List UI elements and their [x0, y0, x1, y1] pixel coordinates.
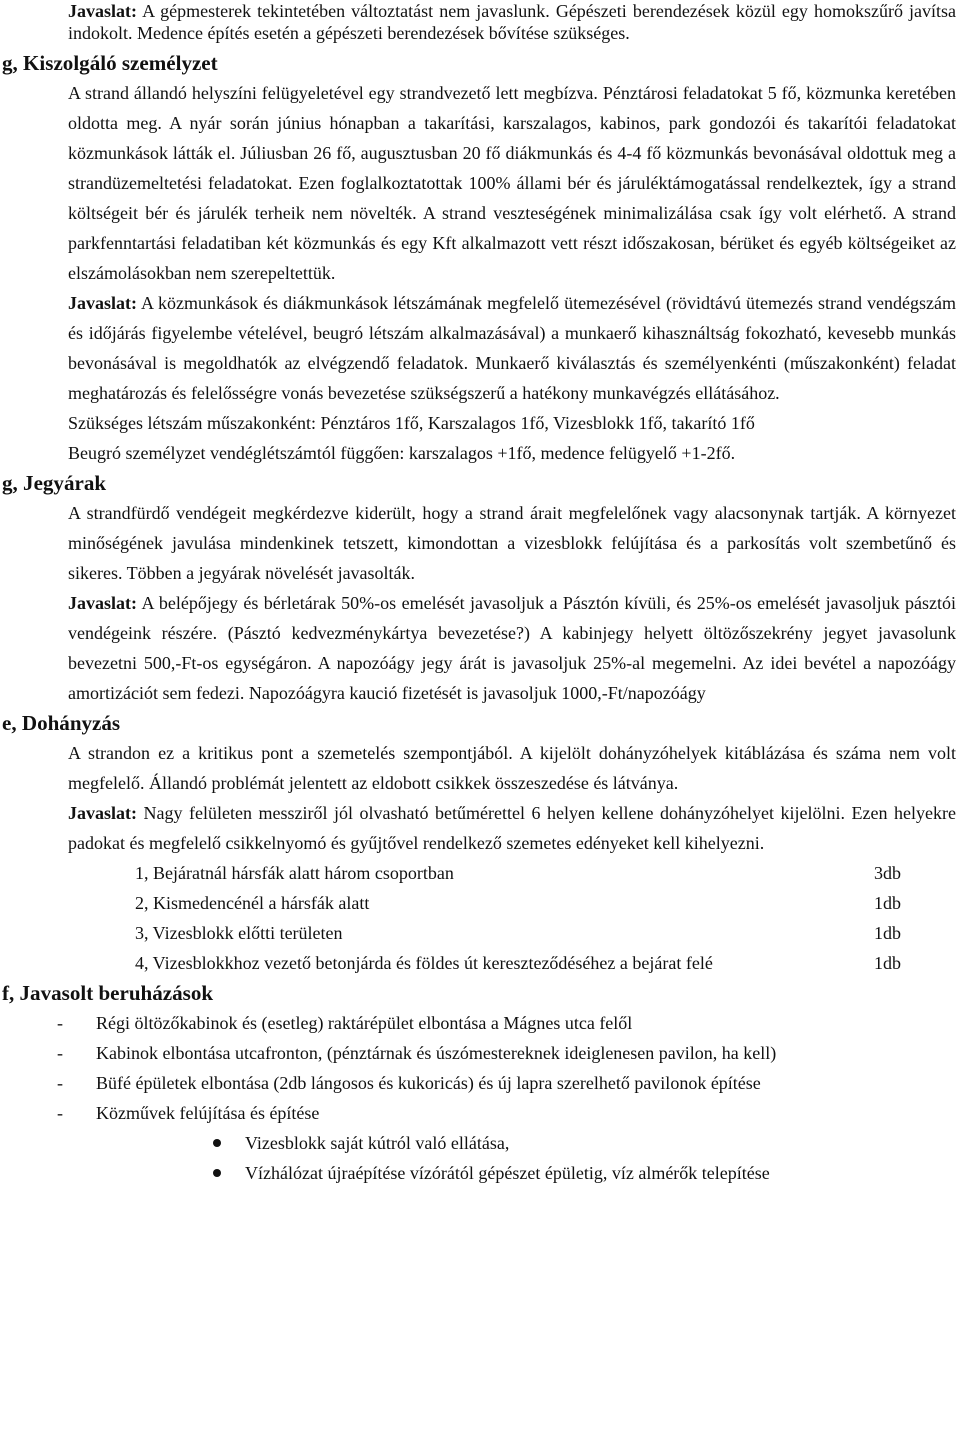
dash-marker: - [57, 1013, 63, 1033]
list-item [0, 1008, 960, 1038]
bullet-icon [213, 1169, 221, 1177]
proposal-label: Javaslat: [68, 293, 137, 313]
investment-text: Kabinok elbontása utcafronton, (pénztárnak és úszómestereknek ideiglenesen pavilon, ha kell) [96, 1043, 777, 1063]
list-item [0, 948, 960, 978]
required-staff-line: Szükséges létszám műszakonként: Pénztáros 1fő, Karszalagos 1fő, Vizesblokk 1fő, takarító 1fő [68, 413, 755, 433]
list-item [0, 918, 960, 948]
proposal-label: Javaslat: [68, 593, 137, 613]
paragraph-machinists-proposal [0, 0, 960, 44]
paragraph-ticket-survey: A strandfürdő vendégeit megkérdezve kiderült, hogy a strand árait megfelelőnek vagy alacsonynak tartják. A környezet minőségének javulása mindenkinek tetszett, kimondottan a vizesblokk felújítása és a parkosítás volt szembetűnő és sikeres. Többen a jegyárak növelését javasolták. [68, 503, 956, 583]
list-item [0, 888, 960, 918]
spot-quantity: 3db [874, 863, 901, 883]
spot-label: 4, Vizesblokkhoz vezető betonjárda és földes út kereszteződéséhez a bejárat felé [135, 953, 713, 973]
bullet-text: Vizesblokk saját kútról való ellátása, [245, 1133, 510, 1153]
proposal-label: Javaslat: [68, 1, 137, 21]
spot-label: 3, Vizesblokk előtti területen [135, 923, 343, 943]
paragraph-staff-description: A strand állandó helyszíni felügyeletével egy strandvezető lett megbízva. Pénztárosi feladatokat 5 fő, közmunka keretében oldotta meg. A nyár során június hónapban a takarítási, karszalagos, kabinos, park gondozói és takarítói feladatokat közmunkások látták el. Júliusban 26 fő, augusztusban 20 fő diákmunkás és 4-4 fő közmunkás bevonásával oldottuk meg a strandüzemeltetési feladatokat. Ezen foglalkoztatottak 100% állami bér és járuléktámogatással rendelkeztek, így a strand költségeit bér és járulék terheik nem növelték. A strand veszteségének minimalizálása csak így volt elérhető. A strand parkfenntartási feladatiban két közmunkás és egy Kft alkalmazott vett részt időszakosan, bérüket és egyéb költségeiket az elszámolásokban nem szerepeltettük. [68, 83, 956, 283]
paragraph-text: A gépmesterek tekintetében változtatást nem javaslunk. Gépészeti berendezések közül egy homokszűrő javítsa indokolt. Medence építés esetén a gépészeti berendezések bővítése szükséges. [68, 1, 956, 43]
investment-text: Büfé épületek elbontása (2db lángosos és kukoricás) és új lapra szerelhető pavilonok építése [96, 1073, 761, 1093]
list-item [0, 858, 960, 888]
spot-quantity: 1db [874, 923, 901, 943]
section-heading-staff: g, Kiszolgáló személyzet [2, 51, 218, 75]
list-item [0, 1068, 960, 1098]
section-heading-investments: f, Javasolt beruházások [2, 981, 214, 1005]
proposal-label: Javaslat: [68, 803, 137, 823]
smoking-spots-list [0, 858, 960, 978]
bullet-icon [213, 1139, 221, 1147]
utility-bullets-list [0, 1128, 960, 1188]
paragraph-smoking-proposal [0, 798, 960, 858]
investments-list [0, 1008, 960, 1128]
section-heading-smoking: e, Dohányzás [2, 711, 121, 735]
spot-quantity: 1db [874, 893, 901, 913]
list-item [0, 1098, 960, 1128]
investment-text: Régi öltözőkabinok és (esetleg) raktárépület elbontása a Mágnes utca felől [96, 1013, 633, 1033]
list-item [0, 1038, 960, 1068]
dash-marker: - [57, 1043, 63, 1063]
paragraph-text: A közmunkások és diákmunkások létszámának megfelelő ütemezésével (rövidtávú ütemezés strand vendégszám és időjárás figyelembe vételével, beugró létszám alkalmazásával) a munkaerő kihasználtság fokozható, kevesebb munkás bevonásával is megoldhatók az elvégzendő feladatok. Munkaerő kiválasztás és személyenkénti (műszakonként) feladat meghatározás és felelősségre vonás bevezetése szükségszerű a hatékony munkavégzés ellátásához. [68, 293, 956, 403]
standby-staff-line: Beugró személyzet vendéglétszámtól függően: karszalagos +1fő, medence felügyelő +1-2fő. [68, 443, 736, 463]
spot-quantity: 1db [874, 953, 901, 973]
dash-marker: - [57, 1073, 63, 1093]
list-item [0, 1128, 960, 1158]
investment-text: Közművek felújítása és építése [96, 1103, 320, 1123]
spot-label: 1, Bejáratnál hársfák alatt három csoportban [135, 863, 454, 883]
bullet-text: Vízhálózat újraépítése vízórától gépészet épületig, víz almérők telepítése [245, 1163, 770, 1183]
list-item [0, 1158, 960, 1188]
paragraph-text: A belépőjegy és bérletárak 50%-os emelését javasoljuk a Pásztón kívüli, és 25%-os emelését javasoljuk pásztói vendégeink részére. (Pásztó kedvezménykártya bevezetése?) A kabinjegy helyett öltözőszekrény jegyet javasolunk bevezetni 500,-Ft-os egységáron. A napozóágy jegy árát is javasoljuk 25%-al megemelni. Az idei bevétel a napozóágy amortizációt sem fedezi. Napozóágyra kaució fizetését is javasoljuk 1000,-Ft/napozóágy [68, 593, 956, 703]
paragraph-smoking-problem: A strandon ez a kritikus pont a szemetelés szempontjából. A kijelölt dohányzóhelyek kitáblázása és száma nem volt megfelelő. Állandó problémát jelentett az eldobott csikkek összeszedése és látványa. [68, 743, 956, 793]
dash-marker: - [57, 1103, 63, 1123]
paragraph-staff-proposal [0, 288, 960, 408]
spot-label: 2, Kismedencénél a hársfák alatt [135, 893, 370, 913]
paragraph-ticket-proposal [0, 588, 960, 708]
paragraph-text: Nagy felületen messziről jól olvasható betűmérettel 6 helyen kellene dohányzóhelyet kijelölni. Ezen helyekre padokat és megfelelő csikkelnyomó és gyűjtővel rendelkező szemetes edényeket kell kihelyezni. [68, 803, 956, 853]
section-heading-ticket-prices: g, Jegyárak [2, 471, 107, 495]
